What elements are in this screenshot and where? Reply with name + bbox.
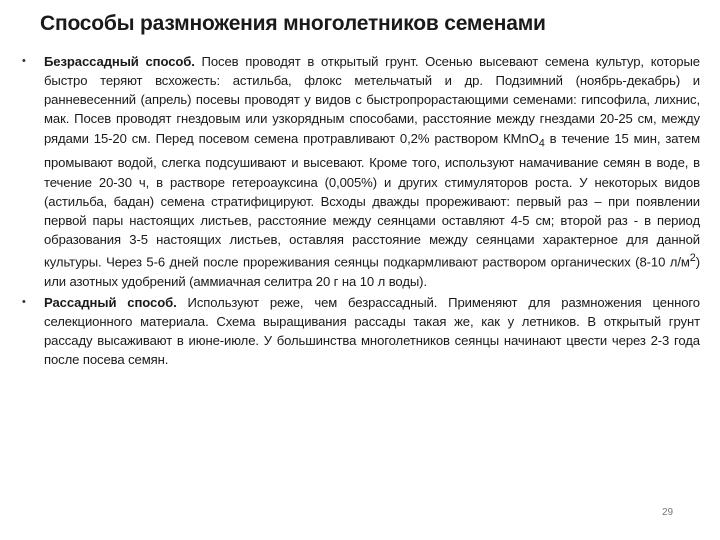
item-text: Используют реже, чем безрассадный. Применяют для размножения ценного селекционного материала. Схема выращивания рассады такая же, как у летников. В открытый грунт рассаду высаживают в июне-июле. У большинства многолетников сеянцы начинают цвести через 2-3 года после посева семян. xyxy=(44,294,700,368)
page-number: 29 xyxy=(662,507,674,518)
bullet-dot-icon: • xyxy=(22,55,26,67)
item-text: Посев проводят в открытый грунт. Осенью высевают семена культур, которые быстро теряют всхожесть: астильба, флокс метельчатый и др. Подзимний (ноябрь-декабрь) и ранневесенний (апрель) посевы проводят у видов с быстропрорастающими семенами: гипсофила, лихнис, мак. Посев проводят гнездовым или узкорядным способами, расстояние между гнездами 20-25 см, между рядами 15-20 см. Перед посевом семена протравливают 0,2% раствором КМnO xyxy=(44,54,700,146)
item-text: ) или азотных удобрений (аммиачная селитра 20 г на 10 л воды). xyxy=(44,254,700,289)
bullet-item-seedless-method xyxy=(22,52,700,291)
item-title: Безрассадный способ. xyxy=(44,54,195,69)
subscript-text: 4 xyxy=(538,137,545,150)
bullet-item-seedling-method xyxy=(22,293,700,370)
bullet-list xyxy=(22,52,700,369)
item-title: Рассадный способ. xyxy=(44,294,177,310)
slide-title: Способы размножения многолетников семенами xyxy=(40,12,546,35)
item-text: в течение 15 мин, затем промывают водой, слегка подсушивают и высевают. Кроме того, используют намачивание семян в воде, в течение 20-30 ч, в растворе гетероауксина (0,005%) и других стимуляторов роста. У некоторых видов (астильба, бадан) семена стратифицируют. Всходы дважды прореживают: первый раз – при появлении первой пары настоящих листьев, расстояние между сеянцами оставляют 4-5 см; второй раз - в период образования 3-5 настоящих листьев, оставляя расстояние между сеянцами характерное для данной культуры. Через 5-6 дней после прореживания сеянцы подкармливают раствором органических (8-10 л/м xyxy=(44,130,700,270)
superscript-text: 2 xyxy=(689,252,696,265)
bullet-dot-icon: • xyxy=(22,295,26,308)
